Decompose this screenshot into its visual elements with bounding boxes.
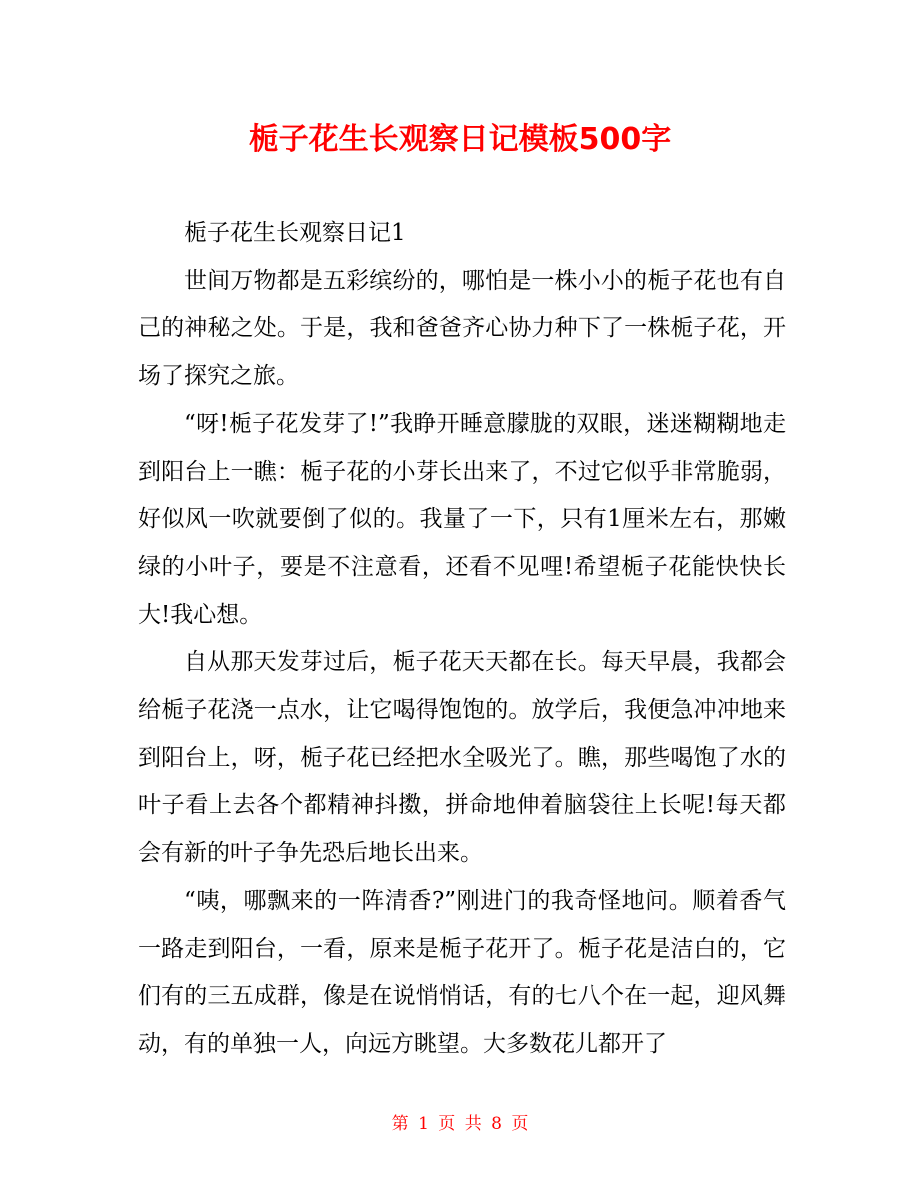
document-body [138,210,786,1069]
paragraph: 自从那天发芽过后，栀子花天天都在长。每天早晨，我都会给栀子花浇一点水，让它喝得饱饱的。放学后，我便急冲冲地来到阳台上，呀，栀子花已经把水全吸光了。瞧，那些喝饱了水的叶子看上去各个都精神抖擞，拼命地伸着脑袋往上长呢!每天都会有新的叶子争先恐后地长出来。 [138,649,786,867]
section-heading: 栀子花生长观察日记1 [184,220,406,246]
paragraph: “呀!栀子花发芽了!”我睁开睡意朦胧的双眼，迷迷糊糊地走到阳台上一瞧：栀子花的小芽长出来了，不过它似乎非常脆弱，好似风一吹就要倒了似的。我量了一下，只有1厘米左右，那嫩绿的小叶子，要是不注意看，还看不见哩!希望栀子花能快快长大!我心想。 [138,410,786,628]
page-footer: 第 1 页 共 8 页 [391,1114,529,1134]
paragraph: 世间万物都是五彩缤纷的，哪怕是一株小小的栀子花也有自己的神秘之处。于是，我和爸爸齐心协力种下了一株栀子花，开场了探究之旅。 [138,267,786,390]
document-title: 栀子花生长观察日记模板500字 [248,122,672,157]
paragraph: “咦，哪飘来的一阵清香?”刚进门的我奇怪地问。顺着香气一路走到阳台，一看，原来是栀子花开了。栀子花是洁白的，它们有的三五成群，像是在说悄悄话，有的七八个在一起，迎风舞动，有的单独一人，向远方眺望。大多数花儿都开了 [138,887,786,1057]
